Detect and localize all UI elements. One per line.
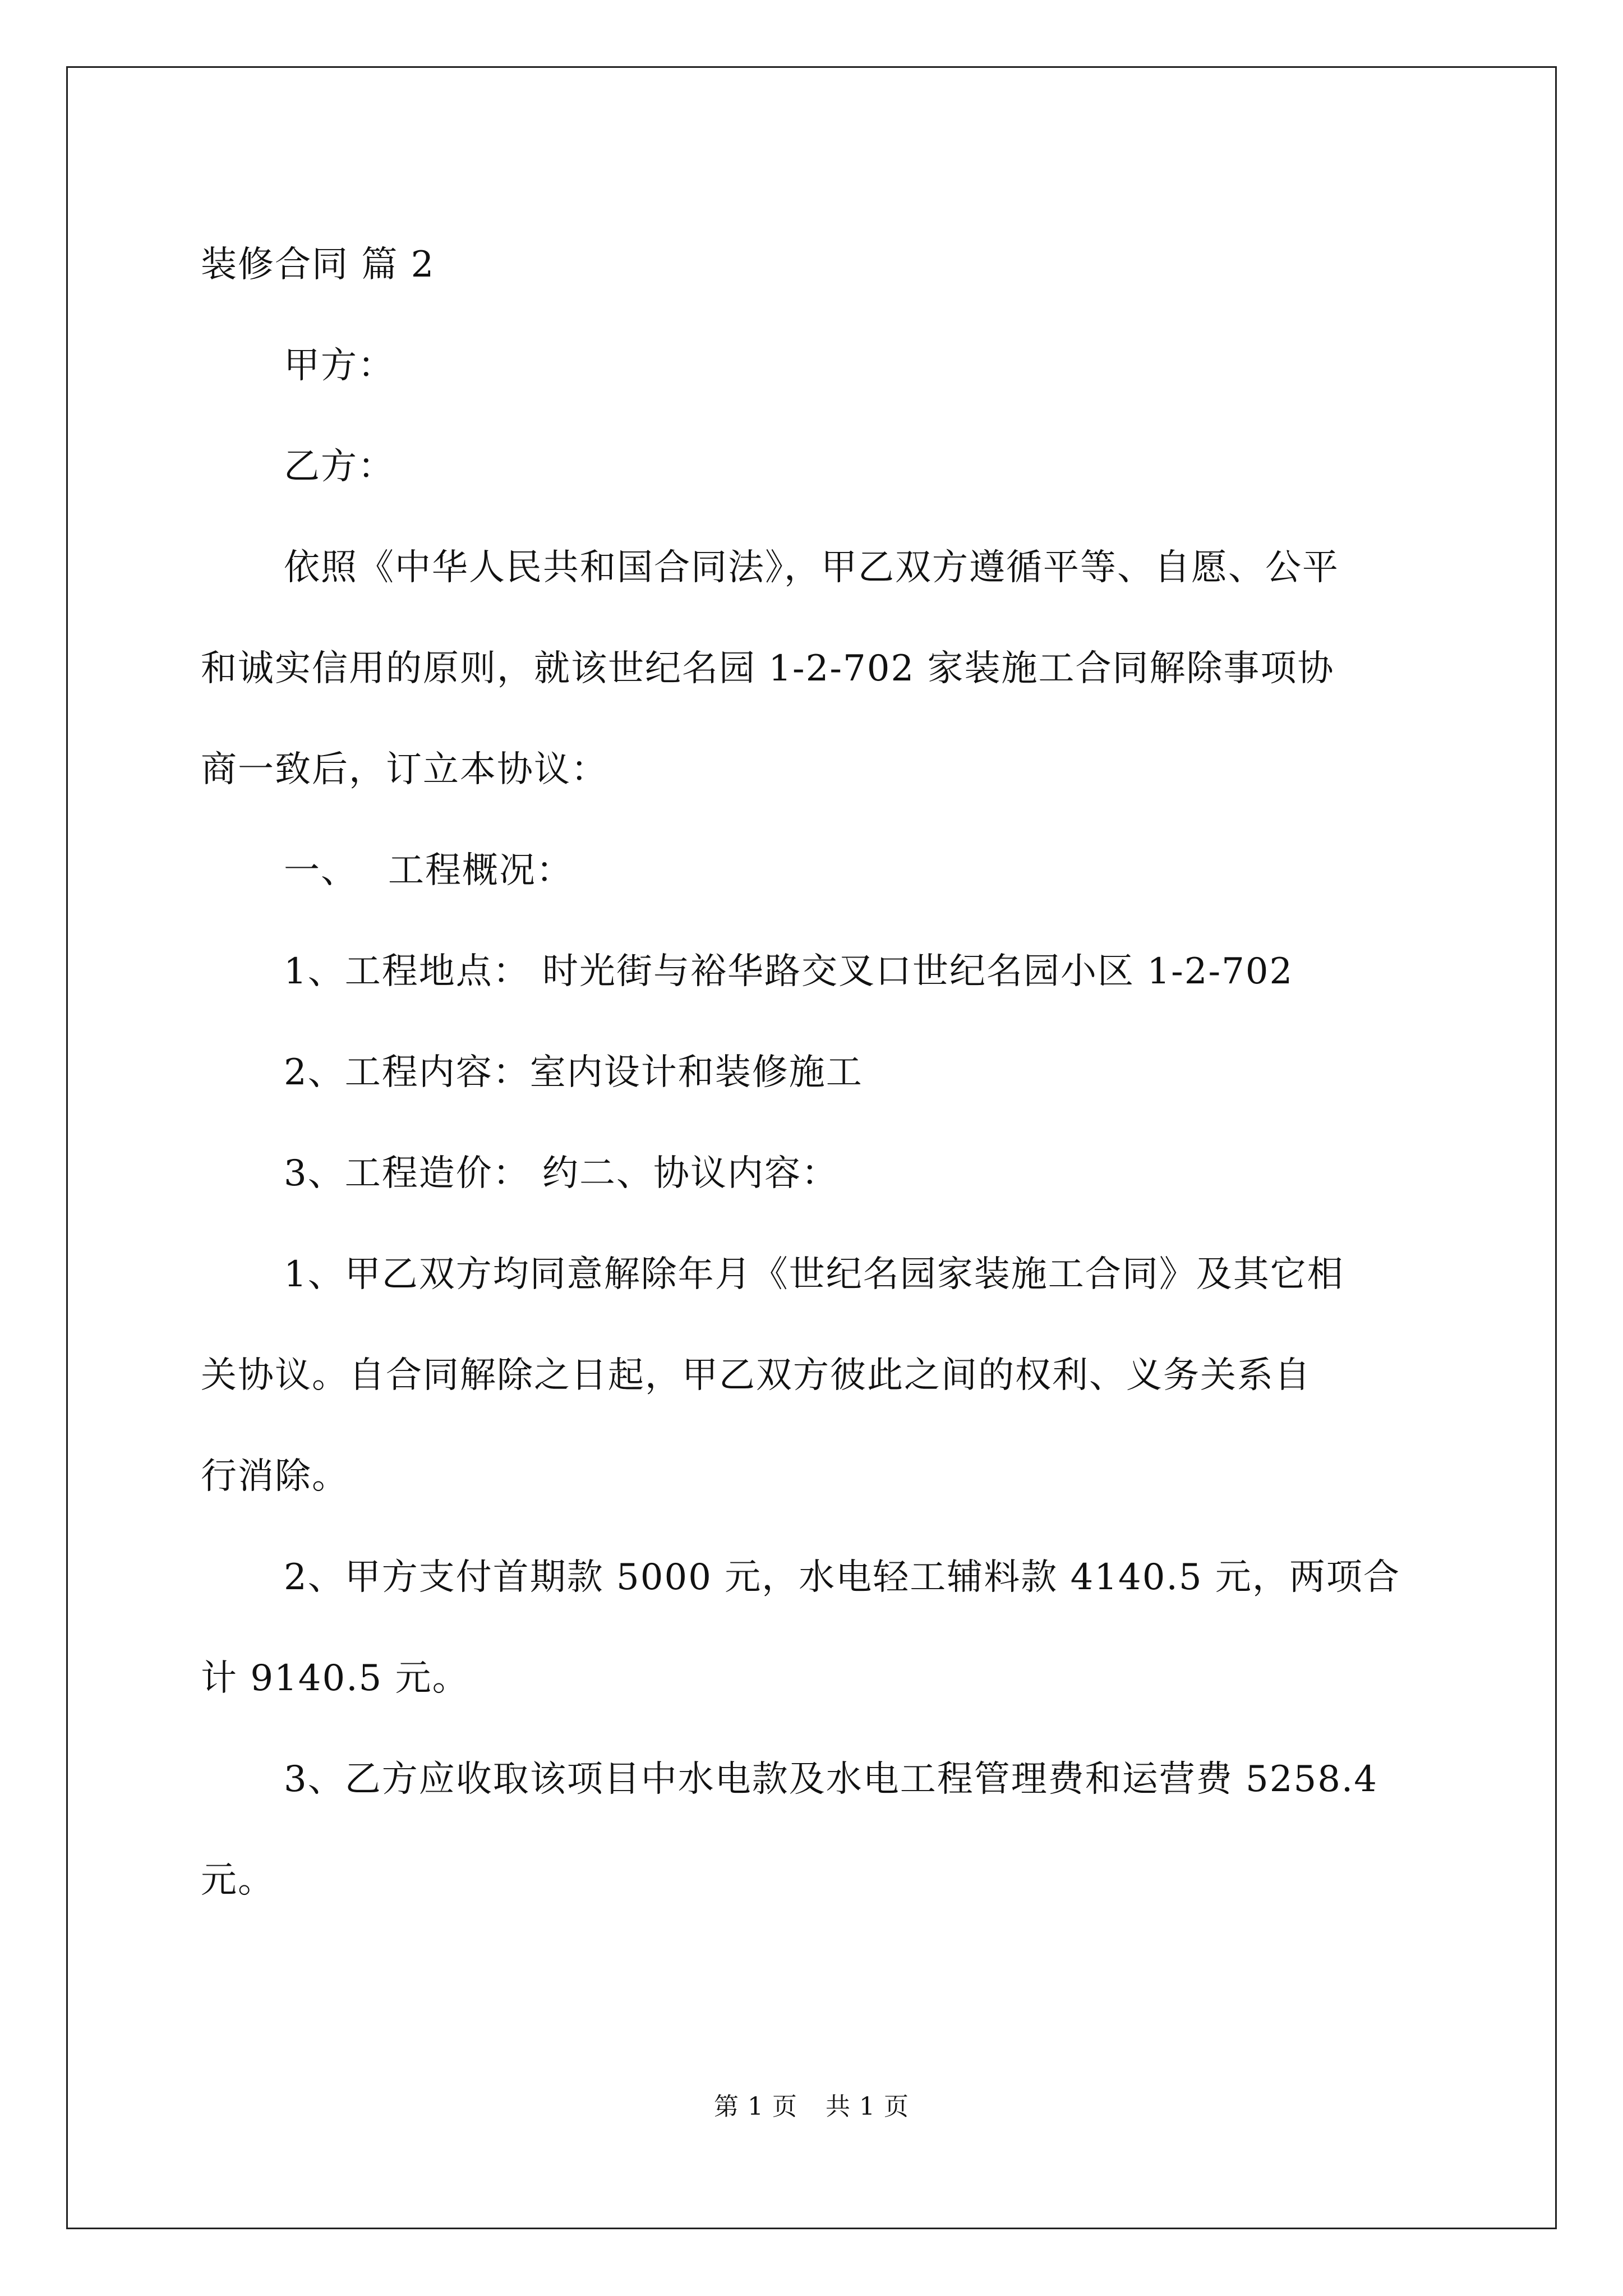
clause-3-line: 3、乙方应收取该项目中水电款及水电工程管理费和运营费 5258.4 [284,1759,1378,1800]
clause-2-line: 计 9140.5 元。 [201,1658,469,1699]
clause-2-line: 2、甲方支付首期款 5000 元，水电轻工辅料款 4140.5 元，两项合 [284,1557,1400,1598]
section-one-number: 一、 [284,850,358,891]
project-content: 2、工程内容：室内设计和装修施工 [284,1052,863,1093]
party-a-label: 甲方： [284,345,395,386]
intro-line: 依照《中华人民共和国合同法》，甲乙双方遵循平等、自愿、公平 [284,547,1339,588]
clause-3-line: 元。 [201,1860,275,1901]
project-cost: 3、工程造价： 约二、协议内容： [284,1153,839,1194]
page-number-total: 共 1 页 [826,2092,909,2121]
clause-1-line: 1、甲乙双方均同意解除年月《世纪名园家装施工合同》及其它相 [284,1254,1344,1295]
document-body [201,214,1435,1931]
clause-1-line: 行消除。 [201,1456,349,1497]
intro-line: 和诚实信用的原则，就该世纪名园 1-2-702 家装施工合同解除事项协 [201,648,1335,689]
page-number-current: 第 1 页 [714,2092,797,2121]
section-one-heading [201,820,1435,921]
intro-line: 商一致后，订立本协议： [201,749,608,790]
document-title: 装修合同 篇 2 [201,244,435,286]
clause-1-line: 关协议。自合同解除之日起，甲乙双方彼此之间的权利、义务关系自 [201,1355,1311,1396]
party-b-label: 乙方： [284,446,395,487]
project-location: 1、工程地点： 时光街与裕华路交叉口世纪名园小区 1-2-702 [284,951,1294,992]
section-one-title: 工程概况： [388,850,573,891]
page-footer [0,2090,1623,2124]
